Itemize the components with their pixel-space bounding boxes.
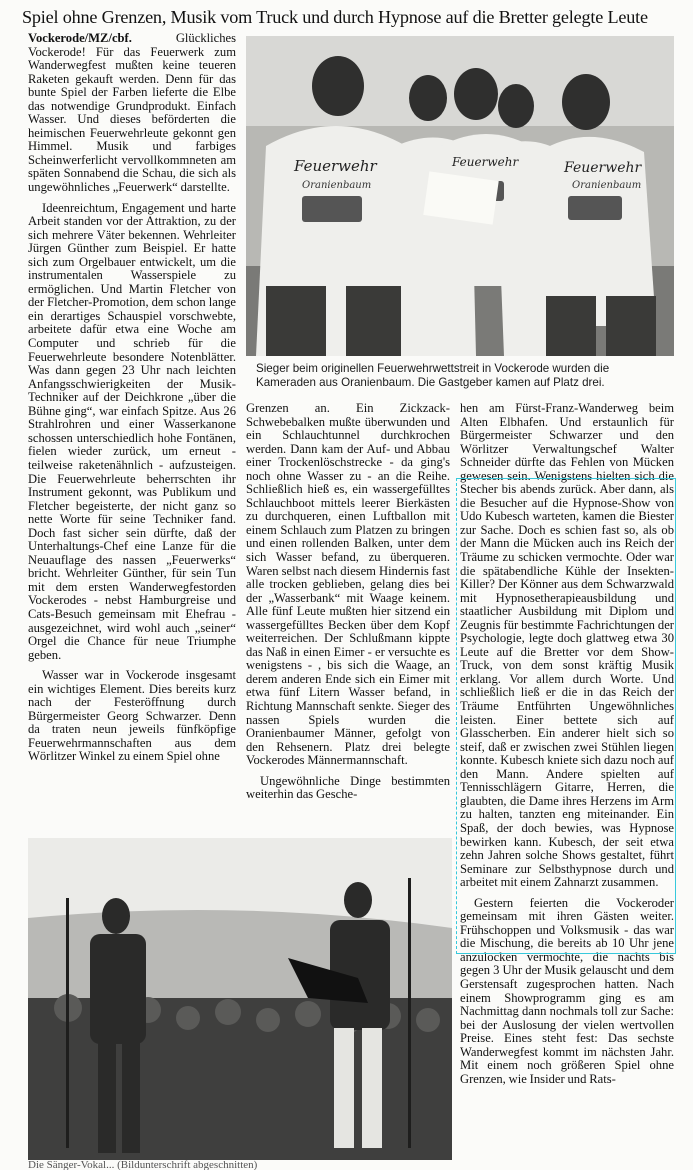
photo-firefighters-illustration [246, 36, 674, 356]
photo-firefighters [246, 36, 674, 356]
paragraph-6: hen am Fürst-Franz-Wanderweg beim Alten Elbhafen. Und erstaunlich für Bürgermeister Schwarzer und den Wörlitzer Verwaltungschef Walter Schneider dürfte das Fehlen von Mücken gewesen sein. Wenigstens hielten sich die Stecher bis abends zurück. Aber dann, als die Besucher auf die Hypnose-Show von Udo Kubesch warteten, kamen die Biester zur Sache. Doch es schien fast so, als ob der Mann die Mücken auch ins Reich der Träume zu schicken vermochte. Oder war die spätabendliche Kühle der Insekten-Killer? Der Könner aus dem Schwarzwald mit Hypnosetherapieausbildung und staatlicher Ausbildung mit Diplom und Zeugnis für bestimmte Fachrichtungen der Psychologie, legte doch glattweg etwa 30 Leute auf die Bretter vor dem Show-Truck, von dem sonst kräftig Musik erklang. Vor allem durch Worte. Und schließlich ließ er die in das Reich der Träume Entführten Ungewöhnliches leisten. Einer bettete sich auf Glasscherben. Ein anderer hielt sich so steif, daß er zwischen zwei Stühlen liegen konnte. Kubesch kniete sich dazu noch auf den Mann. Andere spielten auf Tennisschlägern Gitarre, Herren, die glaubten, die Dame ihres Herzens im Arm zu halten, tanzten eng miteinander. Ein Spaß, der doch bewies, was Hypnose bewirken kann. Kubesch, der seit etwa zehn Jahren solche Shows gestaltet, führt Seminare zur Selbsthypnose durch und arbeitet mit einem Zahnarzt zusammen. [460, 401, 674, 890]
shirt-text-2: Feuerwehr [452, 155, 519, 169]
highlight-bracket-left [456, 478, 458, 954]
paragraph-2: Ideenreichtum, Engagement und harte Arbeit standen vor der Attraktion, zu der sich mehrere Väter bekennen. Wehrleiter Jürgen Günther zum Beispiel. Er hatte sich zum Orgelbauer entwickelt, um die instrumentalen Wasserspiele zu ermöglichen. Und Martin Fletcher von der Fletcher-Promotion, dem schon lange ein derartiges Schauspiel vorschwebte, arbeitete dafür etwa eine Woche am Computer und schrieb für die Feuerwehrleute besondere Notenblätter. Was dann gegen 23 Uhr nach leichten Anfangsschwierigkeiten der Musik-Techniker auf der Deichkrone „über die Bühne ging“, war einfach Spitze. Aus 26 Strahlrohren und einer Wasserkanone schossen unterschiedlich hohe Fontänen, fielen wieder zurück, um erneut - teilweise raketenähnlich - aufzusteigen. Die Feuerwehrleute beherrschten ihr Instrument gekonnt, was Publikum und Fletcher begeisterte, der nicht ganz so nette Worte für seine Techniker fand. Doch fast sicher sein dürfte, daß der Unterhaltungs-Chef eine Lanze für die Neuauflage des nassen „Feuerwerks“ bricht. Wehrleiter Günther, für sein Tun mit dem ersten Wanderwegfestorden Vockerodes - nebst Hamburgreise und Cats-Besuch gemeinsam mit Ehefrau - ausgezeichnet, wird wohl auch „seiner“ Orgel die Chance für neue Triumphe geben. [28, 200, 236, 662]
photo-firefighters-caption: Sieger beim originellen Feuerwehrwettstreit in Vockerode wurden die Kameraden aus Oranienbaum. Die Gastgeber kamen auf Platz drei. [256, 362, 610, 389]
article-column-2 [246, 402, 450, 802]
shirt-subtext-1: Oranienbaum [302, 180, 372, 191]
dateline: Vockerode/MZ/cbf. [28, 31, 132, 45]
paragraph-5: Ungewöhnliche Dinge bestimmten weiterhin das Gesche- [246, 773, 450, 802]
shirt-subtext-3: Oranienbaum [572, 180, 642, 191]
paragraph-1 [28, 32, 236, 195]
headline: Spiel ohne Grenzen, Musik vom Truck und durch Hypnose auf die Bretter gelegte Leute [22, 7, 648, 27]
shirt-text-3: Feuerwehr [564, 160, 642, 176]
photo-musicians [28, 838, 452, 1160]
shirt-text-1: Feuerwehr [294, 157, 377, 175]
article-column-1 [28, 32, 236, 764]
paragraph-7: Gestern feierten die Vockeroder gemeinsam mit ihren Gästen weiter. Frühschoppen und Volksmusik - das war die Mischung, die bereits ab 10 Uhr jene anzulocken vermochte, die nachts bis gegen 3 Uhr der Musik gelauscht und dem Gerstensaft zugesprochen hatten. Nach einem Showprogramm ging es am Nachmittag dann nochmals toll zur Sache: bei der Auslosung der vielen wertvollen Preise. Eines steht fest: Das sechste Wanderwegfest kommt im nächsten Jahr. Mit einem noch größeren Spiel ohne Grenzen, wie Insider und Rats- [460, 895, 674, 1086]
paragraph-4: Grenzen an. Ein Zickzack-Schwebebalken mußte überwunden und ein Schlauchtunnel durchkrochen werden. Dann kam der Auf- und Abbau einer Trockenlöschstrecke - da ging's noch ohne Wasser zu - an die Reihe. Schließlich hieß es, ein wassergefülltes Schlauchboot mittels leerer Bierkästen zu durchqueren, einen Luftballon mit einem Schlauch zum Platzen zu bringen und einen rollenden Balken, unter dem sich Wasser befand, zu überqueren. Waren selbst nach diesem Hindernis fast alle trocken geblieben, gelang dies bei der „Wasserbank“ mit Waage keinem. Alle fünf Leute mußten hier sitzend ein wassergefülltes Becken über dem Kopf weiterreichen. Der Schlußmann kippte das Naß in einen Eimer - er versuchte es wenigstens - , bis sich die Waage, an derem anderen Ende sich ein Eimer mit etwa fünf Litern Wasser befand, in Richtung Mannschaft senkte. Sieger des nassen Spiels wurden die Oranienbaumer Männer, gefolgt von den Rehsenern. Platz drei belegte Vockerodes Männermannschaft. [246, 401, 450, 768]
paragraph-1-text: Glückliches Vockerode! Für das Feuerwerk zum Wanderwegfest mußten keine teueren Raketen gekauft werden. Denn für das bunte Spiel der Farben lieferte die Elbe das notwendige Grundprodukt. Einfach Wasser. Und dieses beförderten die heimischen Feuerwehrleute gekonnt gen Himmel. Musik und farbiges Scheinwerferlicht vervollkommneten am späten Sonnabend die Schau, die sich als ungewöhnliches „Feuerwerk“ darstellte. [28, 31, 236, 195]
highlight-bracket [456, 478, 676, 954]
photo-musicians-caption: Die Sänger-Vokal... (Bildunterschrift abgeschnitten) [28, 1160, 258, 1170]
photo-musicians-illustration [28, 838, 452, 1160]
paragraph-3: Wasser war in Vockerode insgesamt ein wichtiges Element. Dies bereits kurz nach der Festeröffnung durch Bürgermeister Georg Schwarzer. Denn da traten neun jeweils fünfköpfige Feuerwehrmannschaften aus dem Wörlitzer Winkel zu einem Spiel ohne [28, 668, 236, 764]
